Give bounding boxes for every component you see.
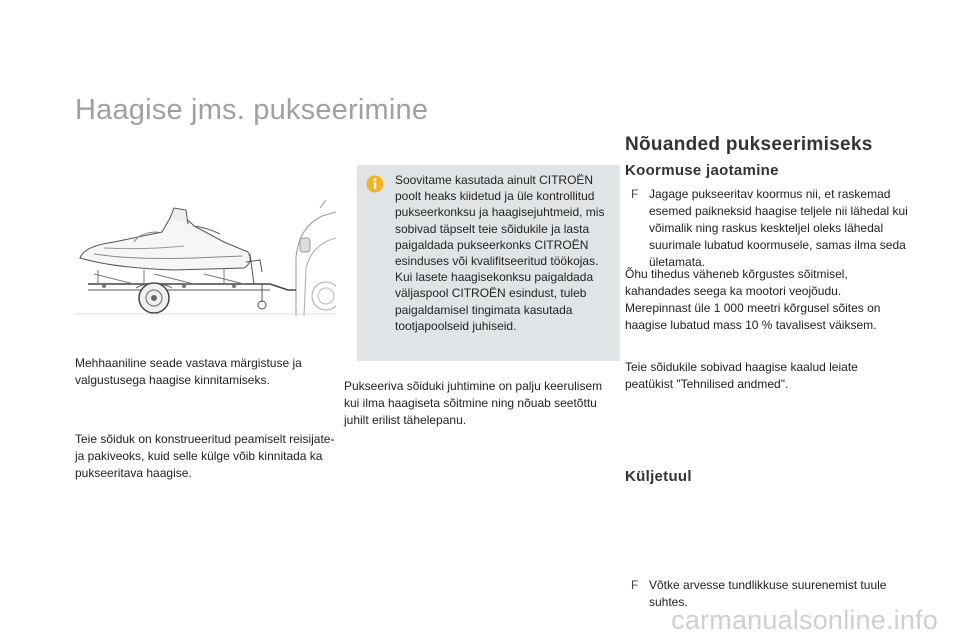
right-heading: Nõuanded pukseerimiseks <box>625 134 873 155</box>
info-box <box>357 165 620 361</box>
right-paragraph-weights: Teie sõidukile sobivad haagise kaalud leiate peatükist "Tehnilised andmed". <box>625 360 858 391</box>
trailer-jetski-illustration <box>74 198 336 316</box>
middle-paragraph: Pukseeriva sõiduki juhtimine on palju keerulisem kui ilma haagiseta sõitmine ning nõuab seetõttu juhilt erilist tähelepanu. <box>344 379 603 427</box>
bullet-load-distribution <box>625 186 911 271</box>
watermark: carmanualsonline.info <box>671 605 938 635</box>
left-paragraph-1: Mehhaaniline seade vastava märgistuse ja valgustusega haagise kinnitamiseks. <box>75 356 302 387</box>
left-paragraph-2: Teie sõiduk on konstrueeritud peamiselt reisijate- ja pakiveoks, kuid selle külge võib kinnitada ka pukseeritava haagise. <box>75 432 335 480</box>
bullet-marker: F <box>631 187 639 201</box>
section-heading-crosswind: Küljetuul <box>625 468 692 485</box>
bullet-load-distribution-text: Jagage pukseeritav koormus nii, et raskemad esemed paikneksid haagise teljele nii lähedal kui võimalik ning raskus keskteljel oleks lähedal suurimale lubatud koormusele, samas ilma seda ületamata. <box>649 187 908 269</box>
info-box-text: Soovitame kasutada ainult CITROËN poolt heaks kiidetud ja üle kontrollitud pukseerkonksu ja haagisejuhtmeid, mis sobivad täpselt teie sõidukile ja lasta paigaldada pukseerkonks CITROËN esinduses või kvalifitseeritud töökojas. Kui lasete haagisekonksu paigaldada väljaspool CITROËN esindust, tuleb paigaldamisel tingimata kasutada tootjapoolseid juhiseid. <box>395 173 605 333</box>
info-icon <box>366 175 384 193</box>
bullet-marker: F <box>631 578 639 592</box>
section-heading-load-distribution: Koormuse jaotamine <box>625 162 779 179</box>
page-title: Haagise jms. pukseerimine <box>75 94 429 126</box>
right-paragraph-altitude: Õhu tihedus väheneb kõrgustes sõitmisel, kahandades seega ka mootori veojõudu. Merepinnast üle 1 000 meetri kõrgusel sõites on haagise lubatud mass 10 % tavalisest väiksem. <box>625 267 881 332</box>
bullet-crosswind-text: Võtke arvesse tundlikkuse suurenemist tuule suhtes. <box>649 578 887 609</box>
